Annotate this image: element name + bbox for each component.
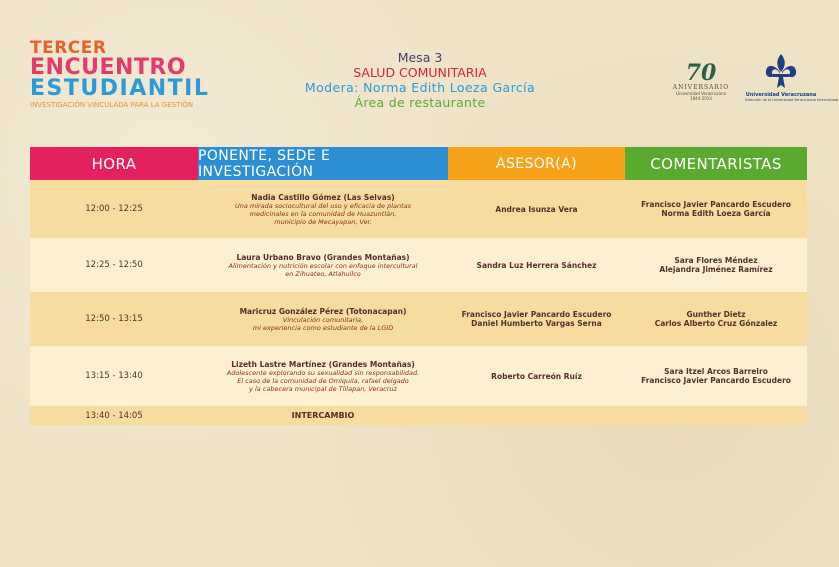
logo-line-2: ENCUENTRO [30, 55, 187, 80]
session-header [250, 50, 590, 110]
commentator-name: Sara Itzel Arcos Barreiro [664, 367, 768, 376]
table-row [30, 238, 807, 292]
row-commentators-empty [625, 406, 807, 425]
logo-tagline: INVESTIGACIÓN VINCULADA PARA LA GESTIÓN [30, 101, 194, 109]
commentator-name: Carlos Alberto Cruz Gónzalez [654, 319, 778, 328]
row-presenter [198, 292, 448, 346]
table-row [30, 346, 807, 406]
row-advisor [448, 292, 625, 346]
row-presenter [198, 406, 448, 425]
row-time: 12:50 - 13:15 [85, 314, 143, 324]
presenter-name: Nadia Castillo Gómez (Las Selvas) [251, 192, 395, 202]
research-title-line: medicinales en la comunidad de Huazuntlán, [249, 209, 397, 218]
commentator-name: Sara Flores Méndez [674, 256, 758, 265]
header-hora: HORA [30, 147, 198, 180]
research-title-line: municipio de Mecayapan, Ver. [274, 217, 372, 226]
advisor-name: Andrea Isunza Vera [495, 204, 578, 214]
header-asesor: ASESOR(A) [448, 147, 625, 180]
session-moderator: Modera: Norma Edith Loeza García [304, 80, 536, 95]
research-title-line: Adolescente explorando su sexualidad sin responsabilidad. [226, 368, 420, 377]
research-title-line: Una mirada sociocultural del uso y eficacia de plantas [234, 201, 412, 210]
research-title-line: y la cabecera municipal de Tlilapan, Veracruz [249, 384, 397, 393]
session-location: Área de restaurante [354, 95, 486, 110]
university-name: Universidad Veracruzana [745, 92, 817, 98]
table-row [30, 180, 807, 238]
session-topic: SALUD COMUNITARIA [353, 65, 487, 80]
row-time: 12:00 - 12:25 [85, 204, 143, 214]
presenter-name: Maricruz González Pérez (Totonacapan) [239, 306, 407, 316]
header-comentaristas: COMENTARISTAS [625, 147, 807, 180]
advisor-name: Francisco Javier Pancardo Escudero [461, 310, 612, 319]
advisor-name: Daniel Humberto Vargas Serna [471, 319, 602, 328]
header-ponente: PONENTE, SEDE E INVESTIGACIÓN [198, 147, 448, 180]
row-commentators [625, 180, 807, 238]
commentator-name: Alejandra Jiménez Ramírez [659, 265, 773, 274]
row-advisor [448, 346, 625, 406]
row-advisor [448, 180, 625, 238]
row-advisor [448, 238, 625, 292]
commentator-name: Francisco Javier Pancardo Escudero [641, 376, 791, 385]
advisor-name: Sandra Luz Herrera Sánchez [476, 260, 597, 270]
logo-line-1: TERCER [30, 38, 107, 58]
commentator-name: Francisco Javier Pancardo Escudero [641, 200, 791, 209]
session-number: Mesa 3 [397, 50, 443, 65]
university-subtitle: Dirección de la Universidad Veracruzana Intercultural [745, 98, 839, 102]
research-title-line: El caso de la comunidad de Omiquila, rafael delgado [237, 376, 409, 385]
fleur-de-lis-icon [764, 52, 798, 90]
research-title-line: en Zihuateo, Atlahuilco [285, 269, 361, 278]
anniversary-sub1: Universidad Veracruzana [676, 91, 726, 96]
row-time: 13:15 - 13:40 [85, 371, 143, 381]
anniversary-logo [670, 62, 732, 101]
table-row [30, 292, 807, 346]
table-header [30, 147, 807, 180]
row-presenter [198, 346, 448, 406]
commentator-name: Gunther Dietz [686, 310, 746, 319]
research-title-line: Vinculación comunitaria, [282, 315, 364, 324]
event-logo [30, 38, 210, 109]
logo-line-3: ESTUDIANTIL [30, 76, 210, 101]
row-commentators [625, 238, 807, 292]
presenter-name: Lizeth Lastre Martínez (Grandes Montañas) [231, 359, 415, 369]
row-advisor-empty [448, 406, 625, 425]
exchange-label: INTERCAMBIO [291, 411, 355, 420]
row-commentators [625, 292, 807, 346]
university-logo [745, 52, 839, 102]
anniversary-sub2: 1944-2014 [690, 96, 712, 101]
row-time: 13:40 - 14:05 [85, 410, 143, 421]
table-row [30, 406, 807, 425]
presenter-name: Laura Urbano Bravo (Grandes Montañas) [236, 252, 410, 262]
row-presenter [198, 180, 448, 238]
row-commentators [625, 346, 807, 406]
research-title-line: mi experiencia como estudiante de la LGID [252, 323, 394, 332]
commentator-name: Norma Edith Loeza García [661, 209, 771, 218]
anniversary-text: ANIVERSARIO [672, 84, 730, 91]
anniversary-number: 70 [685, 60, 717, 86]
research-title-line: Alimentación y nutrición escolar con enfoque intercultural [228, 261, 418, 270]
row-presenter [198, 238, 448, 292]
advisor-name: Roberto Carreón Ruíz [491, 371, 582, 381]
row-time: 12:25 - 12:50 [85, 260, 143, 270]
schedule-table [30, 147, 807, 425]
